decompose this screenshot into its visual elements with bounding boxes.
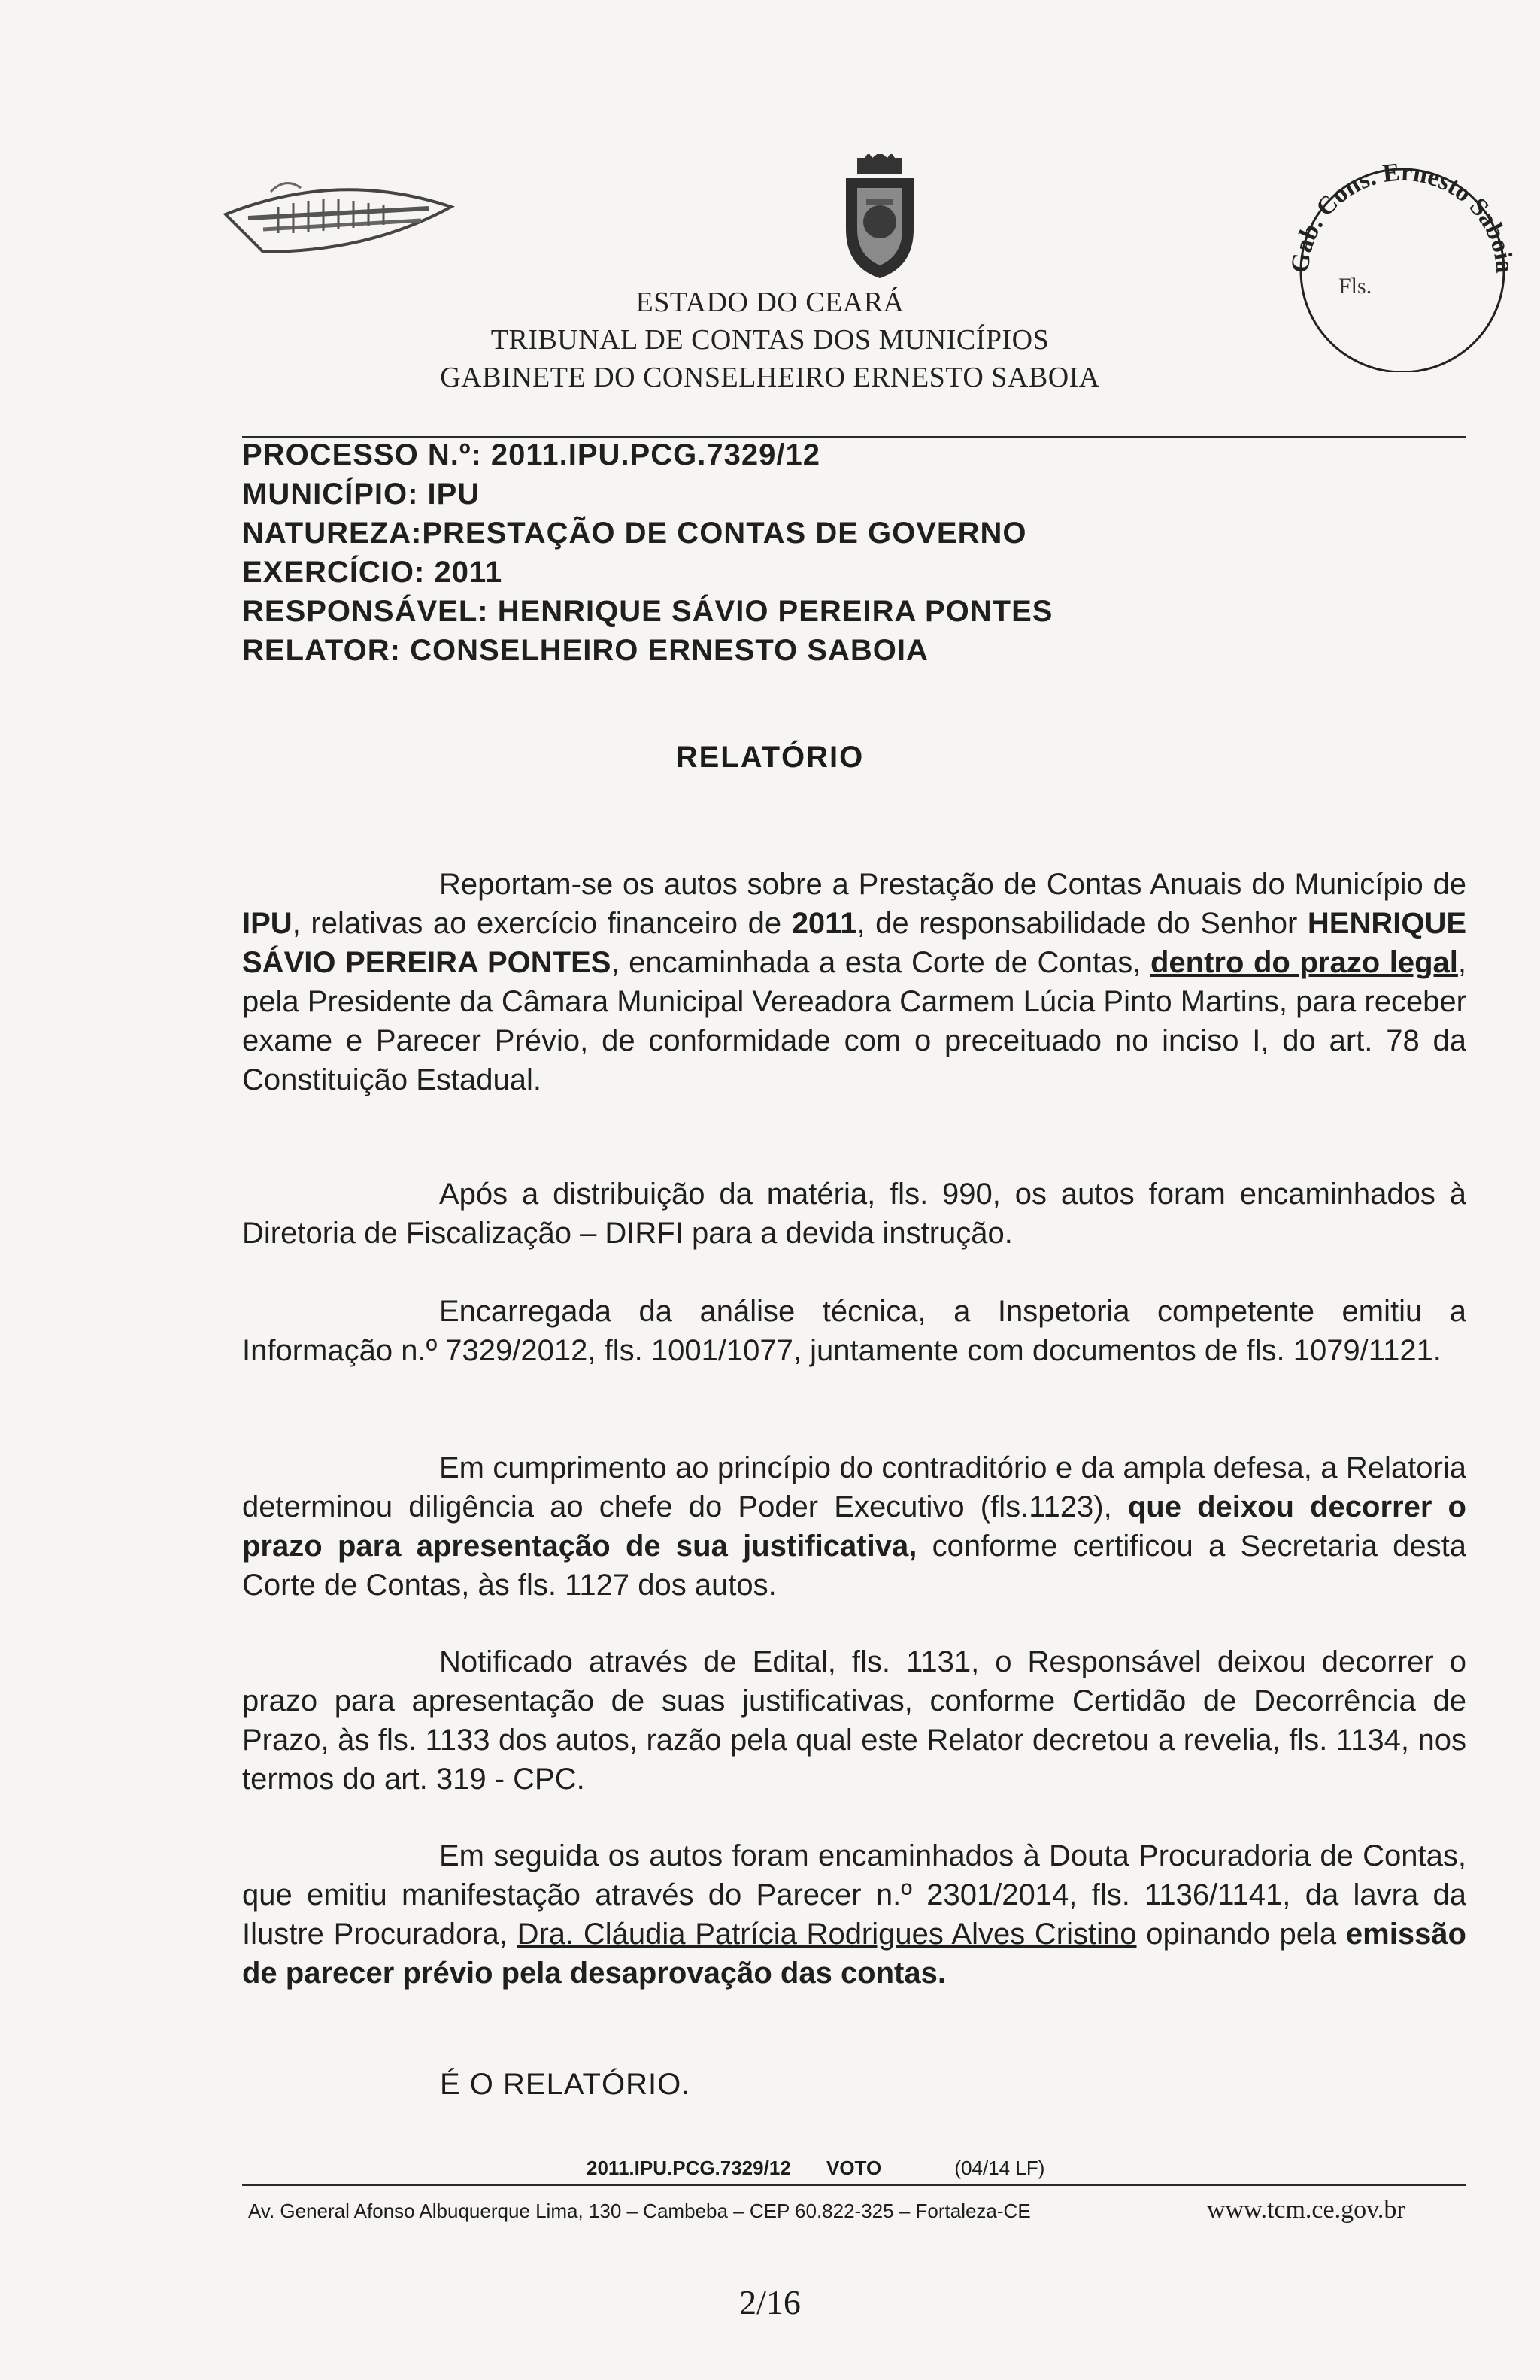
p6-text-a: Em seguida os autos foram encaminhados à Douta Procuradoria de Contas, que emitiu manifestação através do Parecer n.º 2301/2014, fls. 1136/1141, da lavra da Ilustre Procuradora, [242,1839,1466,1951]
paragraph-2: Após a distribuição da matéria, fls. 990, os autos foram encaminhados à Diretoria de Fiscalização – DIRFI para a devida instrução. [242,1178,1466,1250]
p4-bold: que deixou decorrer o prazo para apresentação de sua justificativa, [242,1490,1466,1563]
responsavel-value: HENRIQUE SÁVIO PEREIRA PONTES [497,595,1053,628]
natureza-line [242,514,1026,552]
page-number: 2/16 [739,2283,801,2321]
p6-bold: emissão de parecer prévio pela desaprovação das contas. [242,1918,1466,1990]
p1-municipio: IPU [242,907,293,940]
p1-deadline: dentro do prazo legal [1150,946,1458,979]
footer-ref: (04/14 LF) [954,2157,1045,2179]
exercicio-label: EXERCÍCIO: [242,556,435,589]
footer-doc-type: VOTO [826,2157,882,2179]
header-state: ESTADO DO CEARÁ [635,287,905,318]
paragraph-6 [242,1836,1466,1993]
p1-text-e: , de responsabilidade do Senhor [856,907,1308,940]
header-court: TRIBUNAL DE CONTAS DOS MUNICÍPIOS [490,324,1050,356]
p1-responsavel: HENRIQUE SÁVIO PEREIRA PONTES [242,907,1467,979]
p4-text-c: conforme certificou a Secretaria desta Corte de Contas, às fls. 1127 dos autos. [242,1530,1467,1602]
natureza-label: NATUREZA: [242,517,423,550]
processo-line [242,436,820,474]
exercicio-value: 2011 [434,556,503,589]
p1-text-c: , relativas ao exercício financeiro de [292,907,792,940]
state-crest-icon [835,154,925,282]
stamp-text: Gab. Cons. Ernesto Saboia [1286,158,1519,274]
p1-text-g: , encaminhada a esta Corte de Contas, [611,946,1150,979]
paragraph-4 [242,1448,1466,1605]
relator-line [242,632,929,669]
closing-statement: É O RELATÓRIO. [440,2068,691,2101]
p4-text-a: Em cumprimento ao princípio do contraditório e da ampla defesa, a Relatoria determinou diligência ao chefe do Poder Executivo (fls.1123), [242,1451,1466,1524]
paragraph-3: Encarregada da análise técnica, a Inspetoria competente emitiu a Informação n.º 7329/2012, fls. 1001/1077, juntamente com documentos de fls. 1079/1121. [242,1295,1466,1367]
tcm-logo [218,162,459,267]
relator-value: CONSELHEIRO ERNESTO SABOIA [410,634,929,667]
footer-url: www.tcm.ce.gov.br [1207,2196,1405,2224]
processo-label: PROCESSO N.º: [242,438,491,471]
municipio-value: IPU [427,478,480,511]
footer-address: Av. General Afonso Albuquerque Lima, 130 – Cambeba – CEP 60.822-325 – Fortaleza-CE [248,2200,1031,2222]
municipio-line [242,475,480,513]
footer-rule [242,2184,1466,2186]
p6-procuradora: Dra. Cláudia Patrícia Rodrigues Alves Cristino [517,1918,1137,1951]
relator-label: RELATOR: [242,634,411,667]
municipio-label: MUNICÍPIO: [242,478,428,511]
p6-text-c: opinando pela [1136,1918,1346,1951]
paragraph-5: Notificado através de Edital, fls. 1131, o Responsável deixou decorrer o prazo para apresentação de suas justificativas, conforme Certidão de Decorrência de Prazo, às fls. 1133 dos autos, razão pela qual este Relator decretou a revelia, fls. 1134, nos termos do art. 319 - CPC. [242,1645,1466,1796]
footer-process-code: 2011.IPU.PCG.7329/12 [587,2157,791,2179]
processo-value: 2011.IPU.PCG.7329/12 [490,438,820,471]
responsavel-label: RESPONSÁVEL: [242,595,498,628]
report-title: RELATÓRIO [675,741,865,774]
p1-year: 2011 [791,907,857,940]
natureza-value: PRESTAÇÃO DE CONTAS DE GOVERNO [422,517,1027,550]
cabinet-stamp [1278,147,1526,372]
p1-text-a: Reportam-se os autos sobre a Prestação de Contas Anuais do Município de [439,868,1466,901]
svg-text:Gab. Cons. Ernesto Saboia [1286,159,1518,274]
header-cabinet: GABINETE DO CONSELHEIRO ERNESTO SABOIA [440,362,1100,393]
p1-text-i: , pela Presidente da Câmara Municipal Vereadora Carmem Lúcia Pinto Martins, para receber exame e Parecer Prévio, de conformidade com o preceituado no inciso I, do art. 78 da Constituição Estadual. [242,946,1467,1096]
stamp-fls: Fls. [1338,274,1372,299]
exercicio-line [242,553,502,591]
paragraph-1 [242,865,1466,1099]
responsavel-line [242,593,1053,630]
footer-code-line [587,2157,1044,2180]
